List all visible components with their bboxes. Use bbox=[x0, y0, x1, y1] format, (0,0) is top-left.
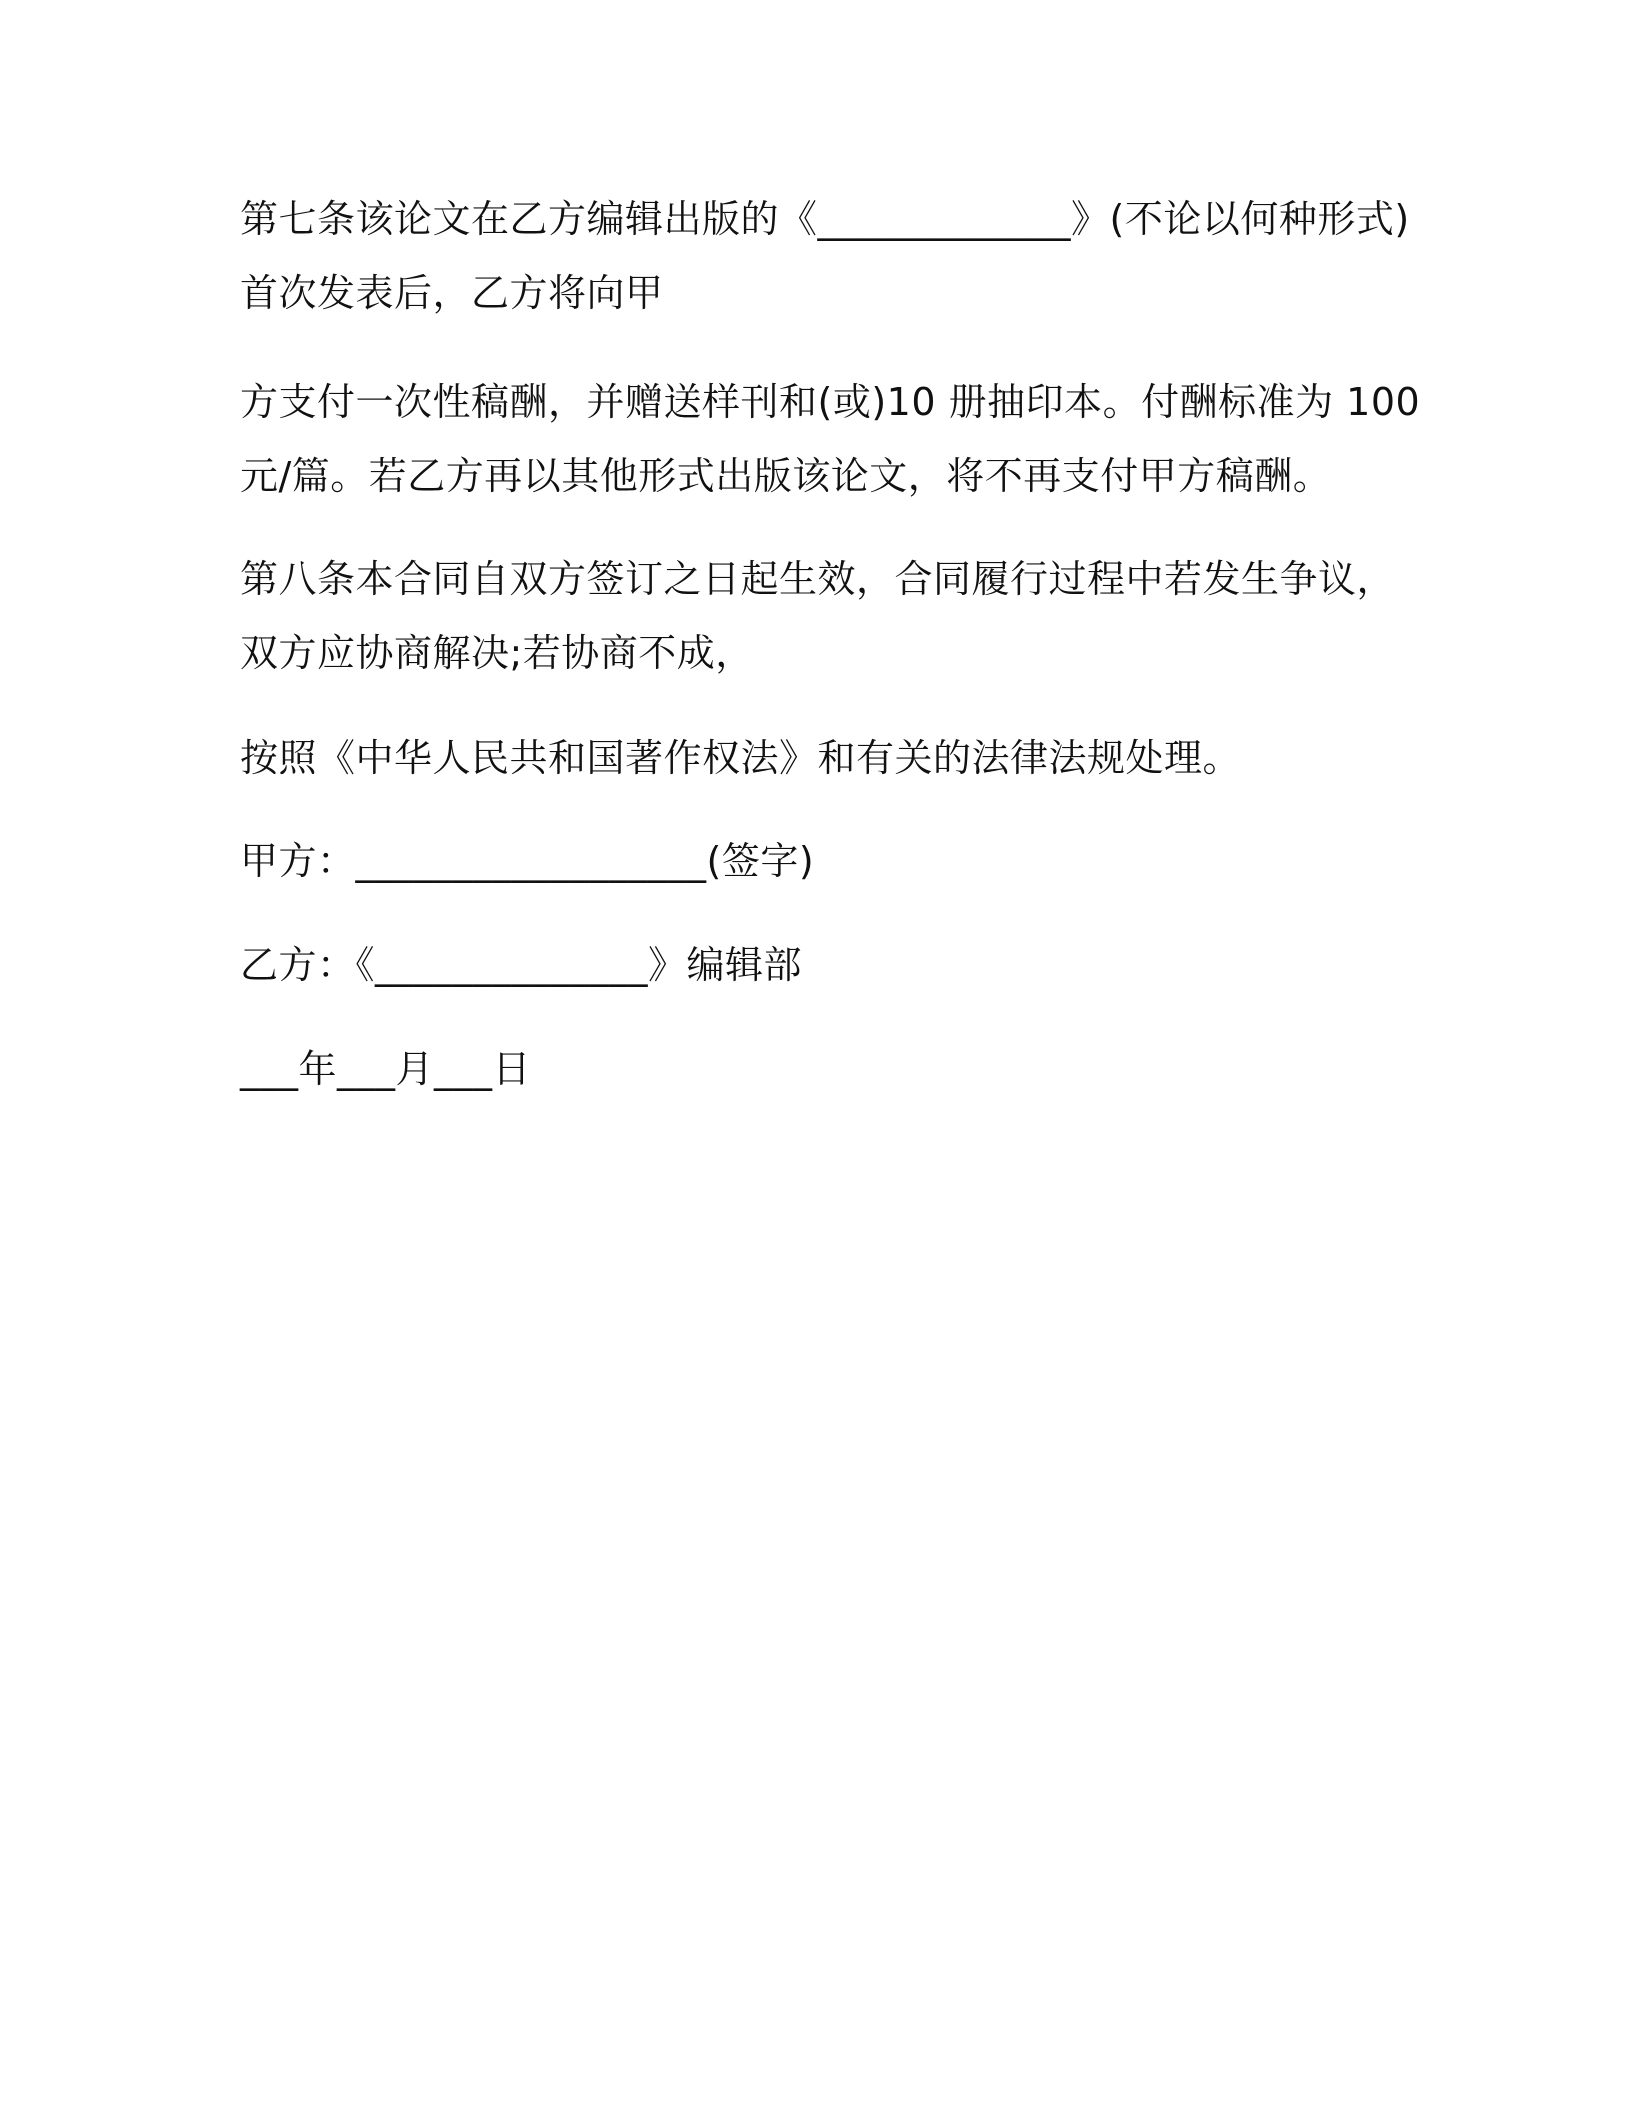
article-7-line-3: 方支付一次性稿酬，并赠送样刊和(或)10 册抽印本。付酬标准为 100 bbox=[240, 380, 1421, 424]
article-7-line-1: 第七条该论文在乙方编辑出版的《_____________》(不论以何种形式) bbox=[240, 197, 1410, 241]
party-a-signature-line: 甲方：__________________(签字) bbox=[240, 839, 815, 883]
article-7-line-2: 首次发表后，乙方将向甲 bbox=[240, 271, 664, 315]
article-8-line-3: 按照《中华人民共和国著作权法》和有关的法律法规处理。 bbox=[240, 736, 1242, 780]
article-7-line-4: 元/篇。若乙方再以其他形式出版该论文，将不再支付甲方稿酬。 bbox=[240, 454, 1332, 498]
party-b-line: 乙方：《______________》编辑部 bbox=[240, 943, 803, 987]
article-8-line-2: 双方应协商解决;若协商不成， bbox=[240, 631, 754, 675]
article-8-line-1: 第八条本合同自双方签订之日起生效，合同履行过程中若发生争议， bbox=[240, 557, 1396, 601]
date-line: ___年___月___日 bbox=[240, 1047, 532, 1091]
